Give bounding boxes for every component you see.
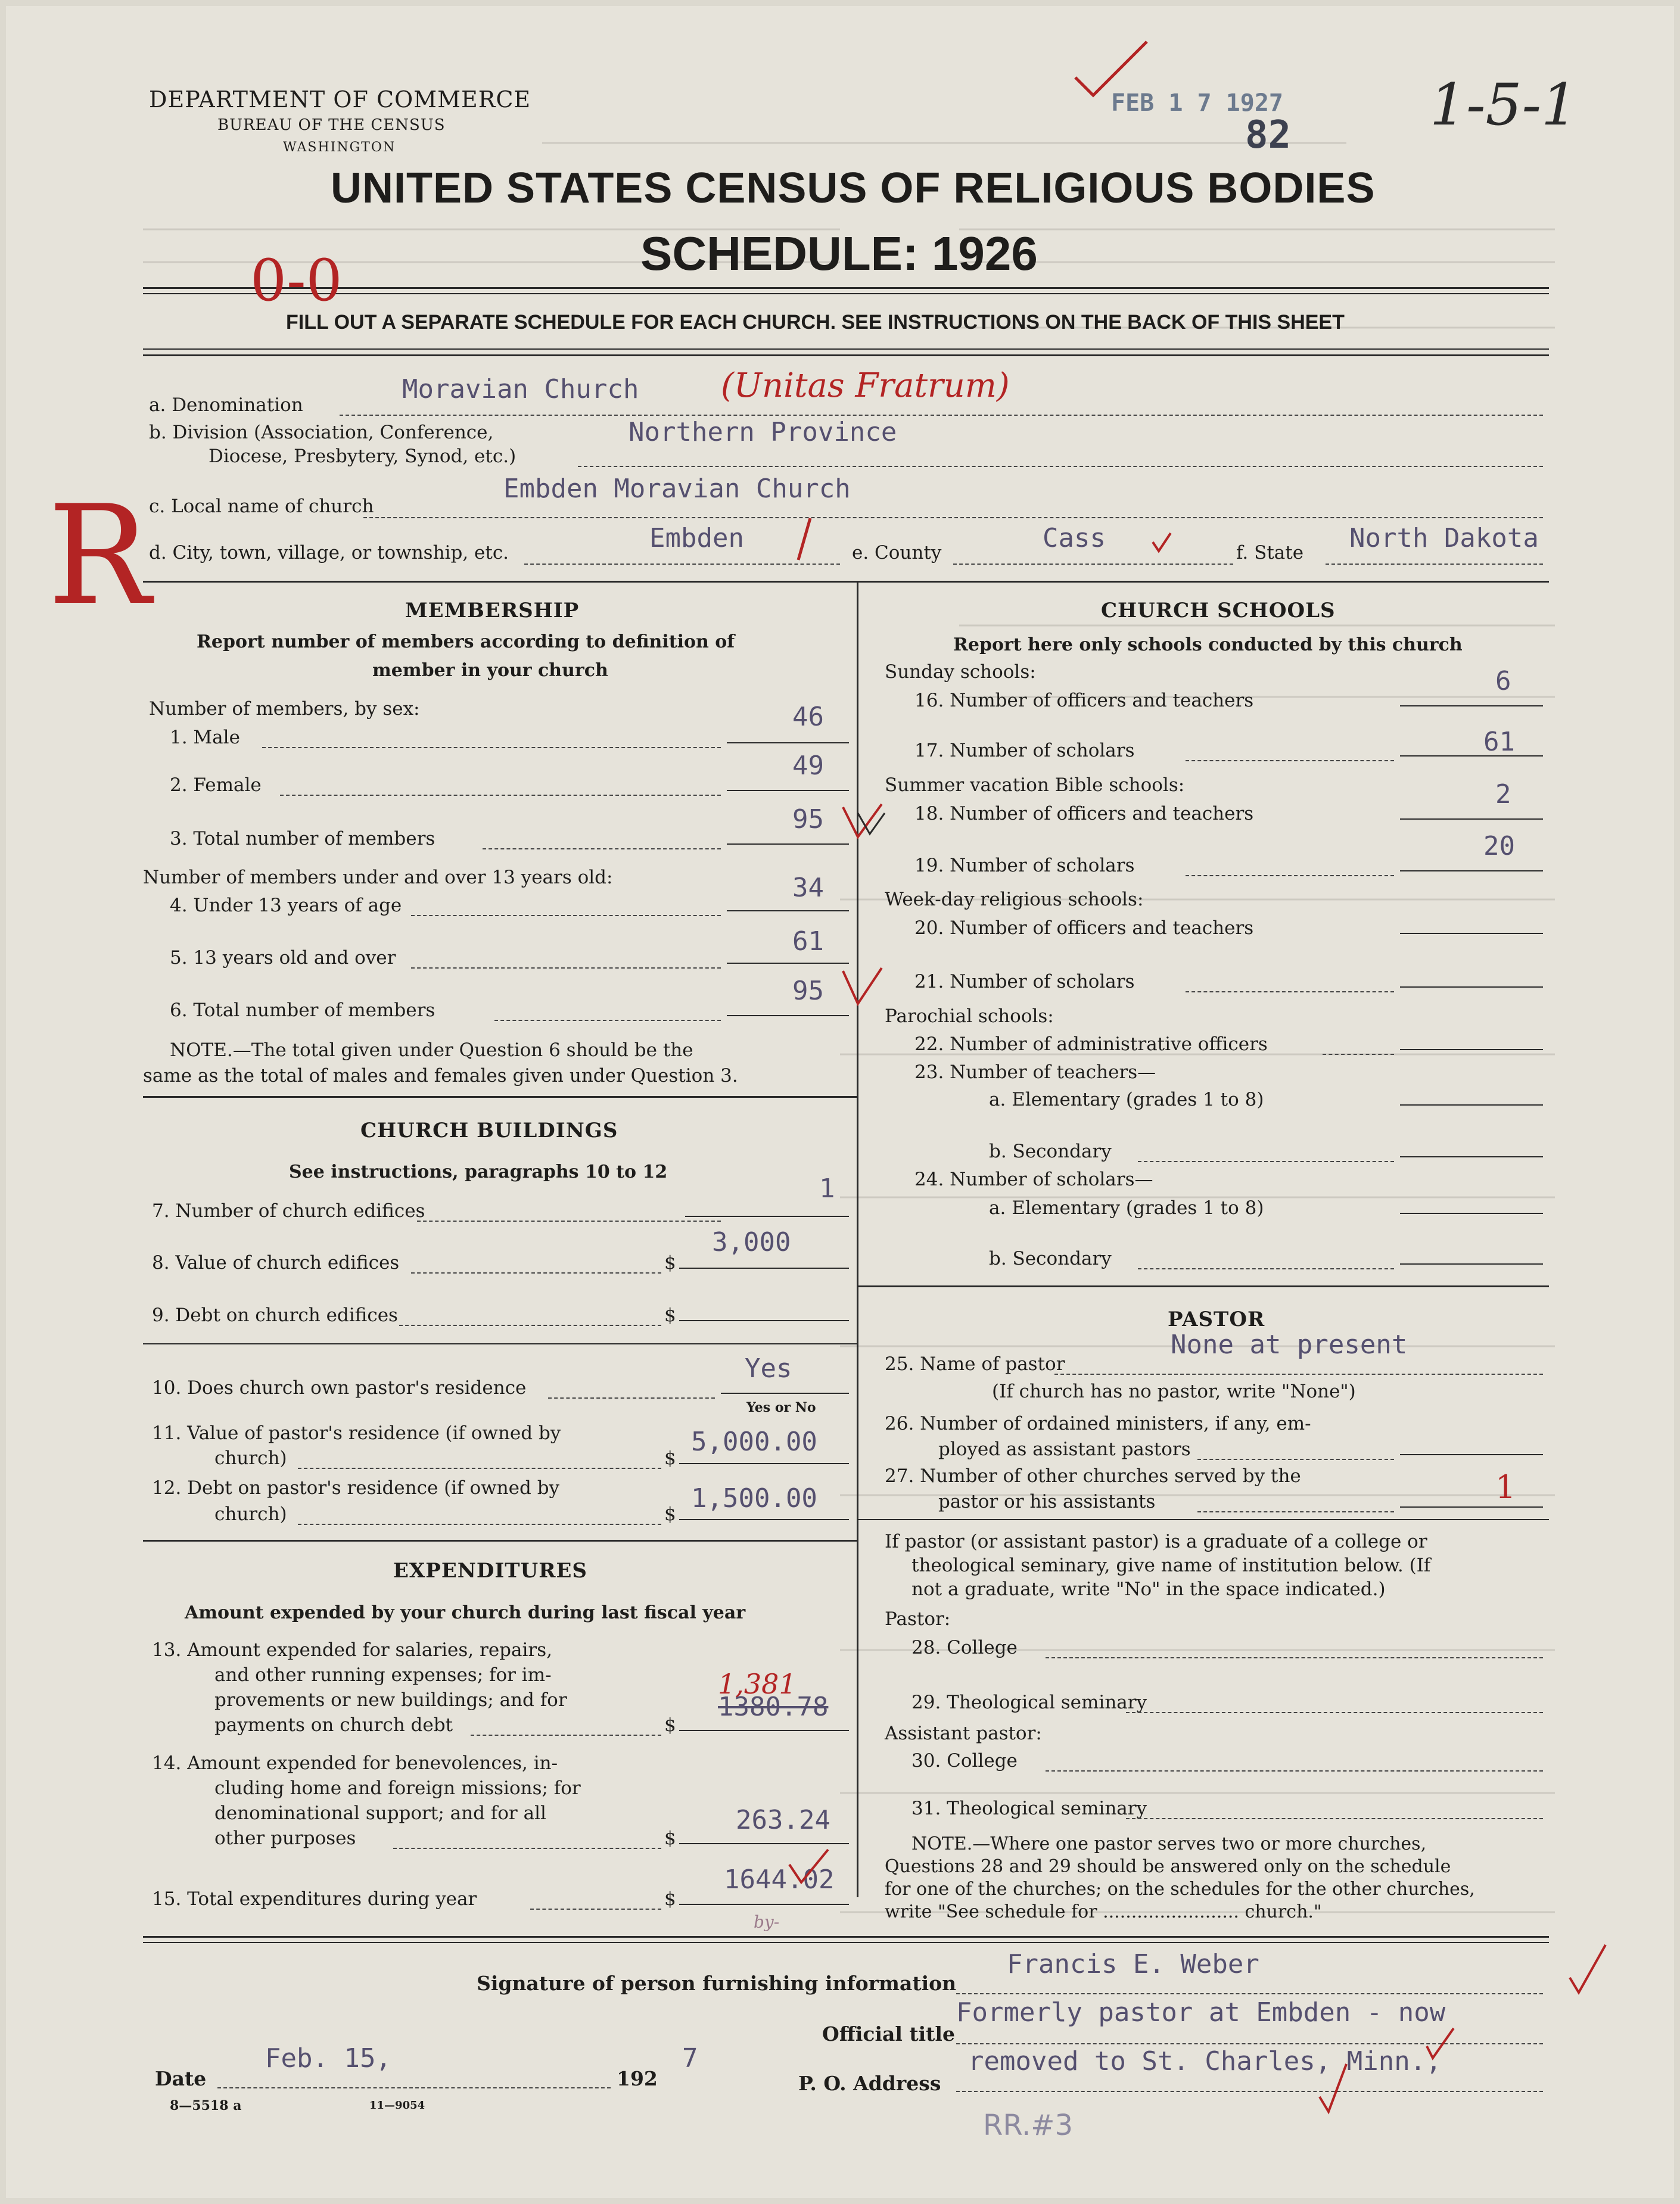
denomination-label: a. Denomination bbox=[149, 394, 303, 416]
q26-line bbox=[1400, 1454, 1543, 1455]
q14-dollar: $ bbox=[664, 1828, 676, 1849]
county-line bbox=[953, 564, 1233, 565]
q23b-leader bbox=[1138, 1161, 1394, 1162]
q23b-line bbox=[1400, 1156, 1543, 1157]
city-value: Embden bbox=[649, 523, 744, 553]
q26-label-1: 26. Number of ordained ministers, if any, em- bbox=[885, 1413, 1311, 1434]
expenditures-heading: EXPENDITURES bbox=[393, 1559, 587, 1583]
q27-line bbox=[1400, 1506, 1543, 1508]
q19-line bbox=[1400, 870, 1543, 871]
pastor-note-3: for one of the churches; on the schedules for the other churches, bbox=[885, 1879, 1475, 1900]
q30-line bbox=[1046, 1770, 1543, 1772]
state-label: f. State bbox=[1236, 542, 1304, 564]
age-intro-label: Number of members under and over 13 years old: bbox=[143, 867, 613, 888]
q12-value: 1,500.00 bbox=[691, 1483, 817, 1514]
q4-label: 4. Under 13 years of age bbox=[170, 895, 402, 916]
pastor-mid-rule bbox=[857, 1519, 1549, 1520]
fill-out-instruction: FILL OUT A SEPARATE SCHEDULE FOR EACH CHURCH. SEE INSTRUCTIONS ON THE BACK OF THIS SHEET bbox=[286, 311, 1345, 334]
q7-leader bbox=[417, 1221, 721, 1222]
q6-label: 6. Total number of members bbox=[170, 1000, 435, 1021]
signature-line bbox=[956, 1993, 1543, 1994]
graduate-note-3: not a graduate, write "No" in the space indicated.) bbox=[911, 1579, 1386, 1600]
city-line bbox=[524, 564, 840, 565]
city-label: d. City, town, village, or township, etc. bbox=[149, 542, 509, 564]
q11-leader bbox=[298, 1468, 661, 1469]
membership-rule bbox=[143, 1096, 857, 1098]
bottom-pencil-note: RR.#3 bbox=[983, 2109, 1074, 2142]
q13-value: 1380.78 bbox=[718, 1692, 829, 1722]
q21-leader bbox=[1186, 991, 1394, 992]
q8-line bbox=[679, 1268, 849, 1269]
form-title: UNITED STATES CENSUS OF RELIGIOUS BODIES bbox=[331, 164, 1376, 212]
q22-leader bbox=[1323, 1054, 1394, 1055]
q29-line bbox=[1126, 1712, 1543, 1713]
buildings-intro: See instructions, paragraphs 10 to 12 bbox=[289, 1162, 668, 1182]
schools-heading: CHURCH SCHOOLS bbox=[1101, 599, 1336, 622]
q21-line bbox=[1400, 986, 1543, 988]
local-name-line bbox=[363, 517, 1543, 518]
q18-label: 18. Number of officers and teachers bbox=[914, 803, 1254, 824]
q14-label-1: 14. Amount expended for benevolences, in- bbox=[152, 1752, 558, 1774]
q13-label-2: and other running expenses; for im- bbox=[214, 1664, 552, 1686]
check-icon-q3 bbox=[840, 801, 888, 843]
census-schedule-sheet bbox=[6, 6, 1674, 2198]
q22-label: 22. Number of administrative officers bbox=[914, 1033, 1268, 1055]
q14-line bbox=[679, 1843, 849, 1844]
local-name-label: c. Local name of church bbox=[149, 496, 374, 517]
schools-rule bbox=[857, 1285, 1549, 1287]
q25-label: 25. Name of pastor bbox=[885, 1353, 1065, 1375]
membership-intro-2: member in your church bbox=[372, 660, 608, 681]
file-number-stamp: 82 bbox=[1245, 113, 1292, 157]
checkmark-icon bbox=[1069, 36, 1153, 101]
q14-label-4: other purposes bbox=[214, 1828, 356, 1849]
r-mark: R bbox=[48, 477, 151, 636]
q26-leader bbox=[1197, 1459, 1394, 1460]
graduate-note-2: theological seminary, give name of institution below. (If bbox=[911, 1555, 1431, 1576]
q22-line bbox=[1400, 1049, 1543, 1050]
q11-label-2: church) bbox=[214, 1447, 287, 1469]
date-value: Feb. 15, bbox=[265, 2043, 391, 2074]
denomination-handwritten: (Unitas Fratrum) bbox=[721, 366, 1010, 405]
q3-value: 95 bbox=[792, 804, 824, 835]
q15-leader bbox=[530, 1909, 661, 1910]
q23a-line bbox=[1400, 1104, 1543, 1106]
q15-value: 1644.02 bbox=[724, 1864, 835, 1895]
q9-dollar: $ bbox=[664, 1305, 676, 1326]
q1-leader bbox=[262, 747, 721, 748]
address-line bbox=[956, 2091, 1543, 2092]
total-note: by- bbox=[754, 1912, 780, 1932]
q16-line bbox=[1400, 705, 1543, 706]
q10-leader bbox=[548, 1397, 715, 1399]
header-rule-bottom bbox=[143, 348, 1549, 350]
q17-line bbox=[1400, 755, 1543, 757]
q12-label-1: 12. Debt on pastor's residence (if owned by bbox=[152, 1477, 560, 1499]
q16-value: 6 bbox=[1495, 666, 1511, 696]
parochial-label: Parochial schools: bbox=[885, 1006, 1054, 1027]
county-value: Cass bbox=[1043, 523, 1106, 553]
received-date-stamp: FEB 1 7 1927 bbox=[1111, 89, 1283, 117]
q15-dollar: $ bbox=[664, 1888, 676, 1910]
title-label: Official title bbox=[822, 2022, 955, 2046]
form-subtitle: SCHEDULE: 1926 bbox=[640, 227, 1038, 280]
q13-line bbox=[679, 1730, 849, 1731]
q17-label: 17. Number of scholars bbox=[914, 740, 1135, 761]
schools-intro: Report here only schools conducted by this church bbox=[953, 634, 1463, 655]
q14-label-3: denominational support; and for all bbox=[214, 1803, 546, 1824]
membership-note-2: same as the total of males and females given under Question 3. bbox=[143, 1065, 738, 1087]
q24b-label: b. Secondary bbox=[989, 1248, 1112, 1269]
q23-label: 23. Number of teachers— bbox=[914, 1061, 1156, 1083]
check-icon-city bbox=[786, 515, 822, 563]
q15-line bbox=[679, 1904, 849, 1905]
q1-value: 46 bbox=[792, 702, 824, 732]
q12-dollar: $ bbox=[664, 1503, 676, 1525]
q24a-line bbox=[1400, 1213, 1543, 1214]
q20-line bbox=[1400, 933, 1543, 934]
q25-line bbox=[1054, 1374, 1543, 1375]
q17-value: 61 bbox=[1483, 727, 1515, 757]
q16-label: 16. Number of officers and teachers bbox=[914, 690, 1254, 711]
q5-label: 5. 13 years old and over bbox=[170, 947, 396, 969]
q10-value: Yes bbox=[745, 1353, 792, 1384]
q9-leader bbox=[399, 1325, 661, 1326]
q30-label: 30. College bbox=[911, 1750, 1018, 1772]
q12-line bbox=[679, 1519, 849, 1520]
pastor-note-4: write "See schedule for ........................ church." bbox=[885, 1901, 1322, 1922]
q23b-label: b. Secondary bbox=[989, 1141, 1112, 1162]
buildings-rule bbox=[143, 1540, 857, 1542]
q27-label-2: pastor or his assistants bbox=[938, 1491, 1156, 1512]
q19-value: 20 bbox=[1483, 831, 1515, 861]
address-value: removed to St. Charles, Minn., bbox=[968, 2046, 1442, 2077]
buildings-heading: CHURCH BUILDINGS bbox=[360, 1119, 618, 1143]
q1-line bbox=[727, 742, 849, 743]
membership-heading: MEMBERSHIP bbox=[405, 599, 580, 622]
by-sex-label: Number of members, by sex: bbox=[149, 698, 420, 720]
city-name: WASHINGTON bbox=[283, 140, 396, 155]
header-rule-bottom-2 bbox=[143, 354, 1549, 356]
q18-value: 2 bbox=[1495, 779, 1511, 810]
q23a-label: a. Elementary (grades 1 to 8) bbox=[989, 1089, 1264, 1110]
q6-value: 95 bbox=[792, 976, 824, 1006]
bureau-name: BUREAU OF THE CENSUS bbox=[217, 116, 446, 134]
body-bottom-rule bbox=[143, 1936, 1549, 1938]
year-prefix: 192 bbox=[617, 2067, 658, 2090]
check-icon-q15 bbox=[786, 1847, 834, 1888]
q3-line bbox=[727, 843, 849, 845]
q11-line bbox=[679, 1463, 849, 1464]
q13-label-3: provements or new buildings; and for bbox=[214, 1689, 567, 1711]
weekday-label: Week-day religious schools: bbox=[885, 889, 1144, 910]
state-value: North Dakota bbox=[1349, 523, 1539, 553]
q5-leader bbox=[411, 967, 721, 969]
date-label: Date bbox=[155, 2067, 207, 2090]
header-rule-top-2 bbox=[143, 293, 1549, 294]
q29-label: 29. Theological seminary bbox=[911, 1692, 1147, 1713]
sunday-label: Sunday schools: bbox=[885, 661, 1036, 683]
q18-line bbox=[1400, 818, 1543, 820]
q13-label-4: payments on church debt bbox=[214, 1714, 453, 1736]
check-icon-address bbox=[1317, 2061, 1352, 2115]
q15-label: 15. Total expenditures during year bbox=[152, 1888, 477, 1910]
corner-number: 1-5-1 bbox=[1430, 71, 1578, 138]
q5-line bbox=[727, 963, 849, 964]
zero-zero-mark: 0-0 bbox=[250, 247, 343, 314]
division-value: Northern Province bbox=[629, 417, 897, 447]
q10-line bbox=[721, 1393, 849, 1394]
membership-note-1: NOTE.—The total given under Question 6 should be the bbox=[170, 1039, 693, 1061]
yes-or-no-caption: Yes or No bbox=[746, 1400, 816, 1415]
identification-rule bbox=[143, 581, 1549, 583]
check-icon-signature bbox=[1567, 1942, 1609, 1996]
q4-value: 34 bbox=[792, 873, 824, 903]
title-value: Formerly pastor at Embden - now bbox=[956, 1997, 1446, 2028]
pastor-heading: PASTOR bbox=[1168, 1308, 1265, 1331]
q25-note: (If church has no pastor, write "None") bbox=[992, 1381, 1356, 1402]
graduate-note-1: If pastor (or assistant pastor) is a graduate of a college or bbox=[885, 1531, 1427, 1552]
signature-label: Signature of person furnishing information bbox=[477, 1972, 957, 1995]
q1-label: 1. Male bbox=[170, 727, 240, 748]
column-divider bbox=[857, 581, 858, 1897]
division-label-2: Diocese, Presbytery, Synod, etc.) bbox=[209, 446, 517, 467]
q11-value: 5,000.00 bbox=[691, 1427, 817, 1457]
q3-leader bbox=[483, 848, 721, 849]
q13-leader bbox=[471, 1735, 661, 1736]
q21-label: 21. Number of scholars bbox=[914, 971, 1135, 992]
q9-line bbox=[679, 1320, 849, 1321]
q12-leader bbox=[298, 1524, 661, 1525]
department-name: DEPARTMENT OF COMMERCE bbox=[149, 86, 531, 113]
q28-label: 28. College bbox=[911, 1637, 1018, 1658]
buildings-mid-rule bbox=[143, 1343, 857, 1344]
local-name-value: Embden Moravian Church bbox=[503, 474, 851, 504]
header-rule-top bbox=[143, 287, 1549, 289]
q6-leader bbox=[494, 1020, 721, 1021]
year-value: 7 bbox=[682, 2043, 698, 2074]
q2-label: 2. Female bbox=[170, 774, 262, 796]
q5-value: 61 bbox=[792, 926, 824, 957]
q12-label-2: church) bbox=[214, 1503, 287, 1525]
body-bottom-rule-2 bbox=[143, 1942, 1549, 1943]
q2-line bbox=[727, 790, 849, 791]
q13-correction: 1,381 bbox=[718, 1668, 797, 1700]
q8-leader bbox=[411, 1272, 661, 1274]
q31-label: 31. Theological seminary bbox=[911, 1798, 1147, 1819]
q27-leader bbox=[1197, 1511, 1394, 1512]
q14-value: 263.24 bbox=[736, 1805, 830, 1835]
form-number: 8—5518 a bbox=[170, 2098, 242, 2113]
q2-leader bbox=[280, 795, 721, 796]
denomination-value: Moravian Church bbox=[402, 374, 639, 404]
division-label-1: b. Division (Association, Conference, bbox=[149, 422, 494, 443]
q24-label: 24. Number of scholars— bbox=[914, 1169, 1153, 1190]
q11-label-1: 11. Value of pastor's residence (if owned by bbox=[152, 1422, 561, 1444]
q11-dollar: $ bbox=[664, 1447, 676, 1469]
q24b-line bbox=[1400, 1263, 1543, 1265]
pastor-note-1: NOTE.—Where one pastor serves two or more churches, bbox=[911, 1833, 1427, 1854]
state-line bbox=[1326, 564, 1543, 565]
county-label: e. County bbox=[852, 542, 942, 564]
pastor-note-2: Questions 28 and 29 should be answered only on the schedule bbox=[885, 1856, 1451, 1877]
q19-leader bbox=[1186, 875, 1394, 876]
q24b-leader bbox=[1138, 1268, 1394, 1269]
q20-label: 20. Number of officers and teachers bbox=[914, 917, 1254, 939]
summer-label: Summer vacation Bible schools: bbox=[885, 774, 1185, 796]
q3-label: 3. Total number of members bbox=[170, 828, 435, 849]
check-icon-county bbox=[1150, 530, 1174, 554]
pastor-sub-label: Pastor: bbox=[885, 1608, 951, 1630]
q4-line bbox=[727, 910, 849, 911]
address-label: P. O. Address bbox=[798, 2072, 941, 2095]
q7-label: 7. Number of church edifices bbox=[152, 1200, 425, 1222]
q27-label-1: 27. Number of other churches served by the bbox=[885, 1465, 1301, 1487]
q17-leader bbox=[1186, 760, 1394, 761]
q10-label: 10. Does church own pastor's residence bbox=[152, 1377, 527, 1399]
q8-value: 3,000 bbox=[712, 1227, 791, 1257]
q13-dollar: $ bbox=[664, 1714, 676, 1736]
print-number: 11—9054 bbox=[369, 2099, 425, 2112]
q2-value: 49 bbox=[792, 751, 824, 781]
q4-leader bbox=[411, 915, 721, 916]
q13-label-1: 13. Amount expended for salaries, repairs, bbox=[152, 1639, 552, 1661]
check-icon-q6 bbox=[840, 965, 888, 1013]
membership-intro-1: Report number of members according to definition of bbox=[197, 631, 735, 652]
q8-dollar: $ bbox=[664, 1252, 676, 1274]
q19-label: 19. Number of scholars bbox=[914, 855, 1135, 876]
signature-value: Francis E. Weber bbox=[1007, 1949, 1259, 1979]
q26-label-2: ployed as assistant pastors bbox=[938, 1439, 1191, 1460]
q7-line bbox=[685, 1216, 849, 1217]
denomination-line bbox=[340, 415, 1543, 416]
check-icon-title bbox=[1424, 2025, 1460, 2061]
q9-label: 9. Debt on church edifices bbox=[152, 1305, 398, 1326]
q31-line bbox=[1126, 1818, 1543, 1819]
expenditures-intro: Amount expended by your church during last fiscal year bbox=[185, 1602, 746, 1623]
q27-value: 1 bbox=[1495, 1468, 1516, 1506]
assistant-sub-label: Assistant pastor: bbox=[885, 1723, 1042, 1744]
q25-value: None at present bbox=[1171, 1330, 1408, 1360]
date-line bbox=[217, 2087, 611, 2088]
q8-label: 8. Value of church edifices bbox=[152, 1252, 400, 1274]
q6-line bbox=[727, 1015, 849, 1016]
q14-leader bbox=[393, 1848, 661, 1849]
q28-line bbox=[1046, 1657, 1543, 1658]
q24a-label: a. Elementary (grades 1 to 8) bbox=[989, 1197, 1264, 1219]
q14-label-2: cluding home and foreign missions; for bbox=[214, 1777, 581, 1799]
q7-value: 1 bbox=[819, 1173, 835, 1204]
division-line bbox=[578, 466, 1543, 467]
